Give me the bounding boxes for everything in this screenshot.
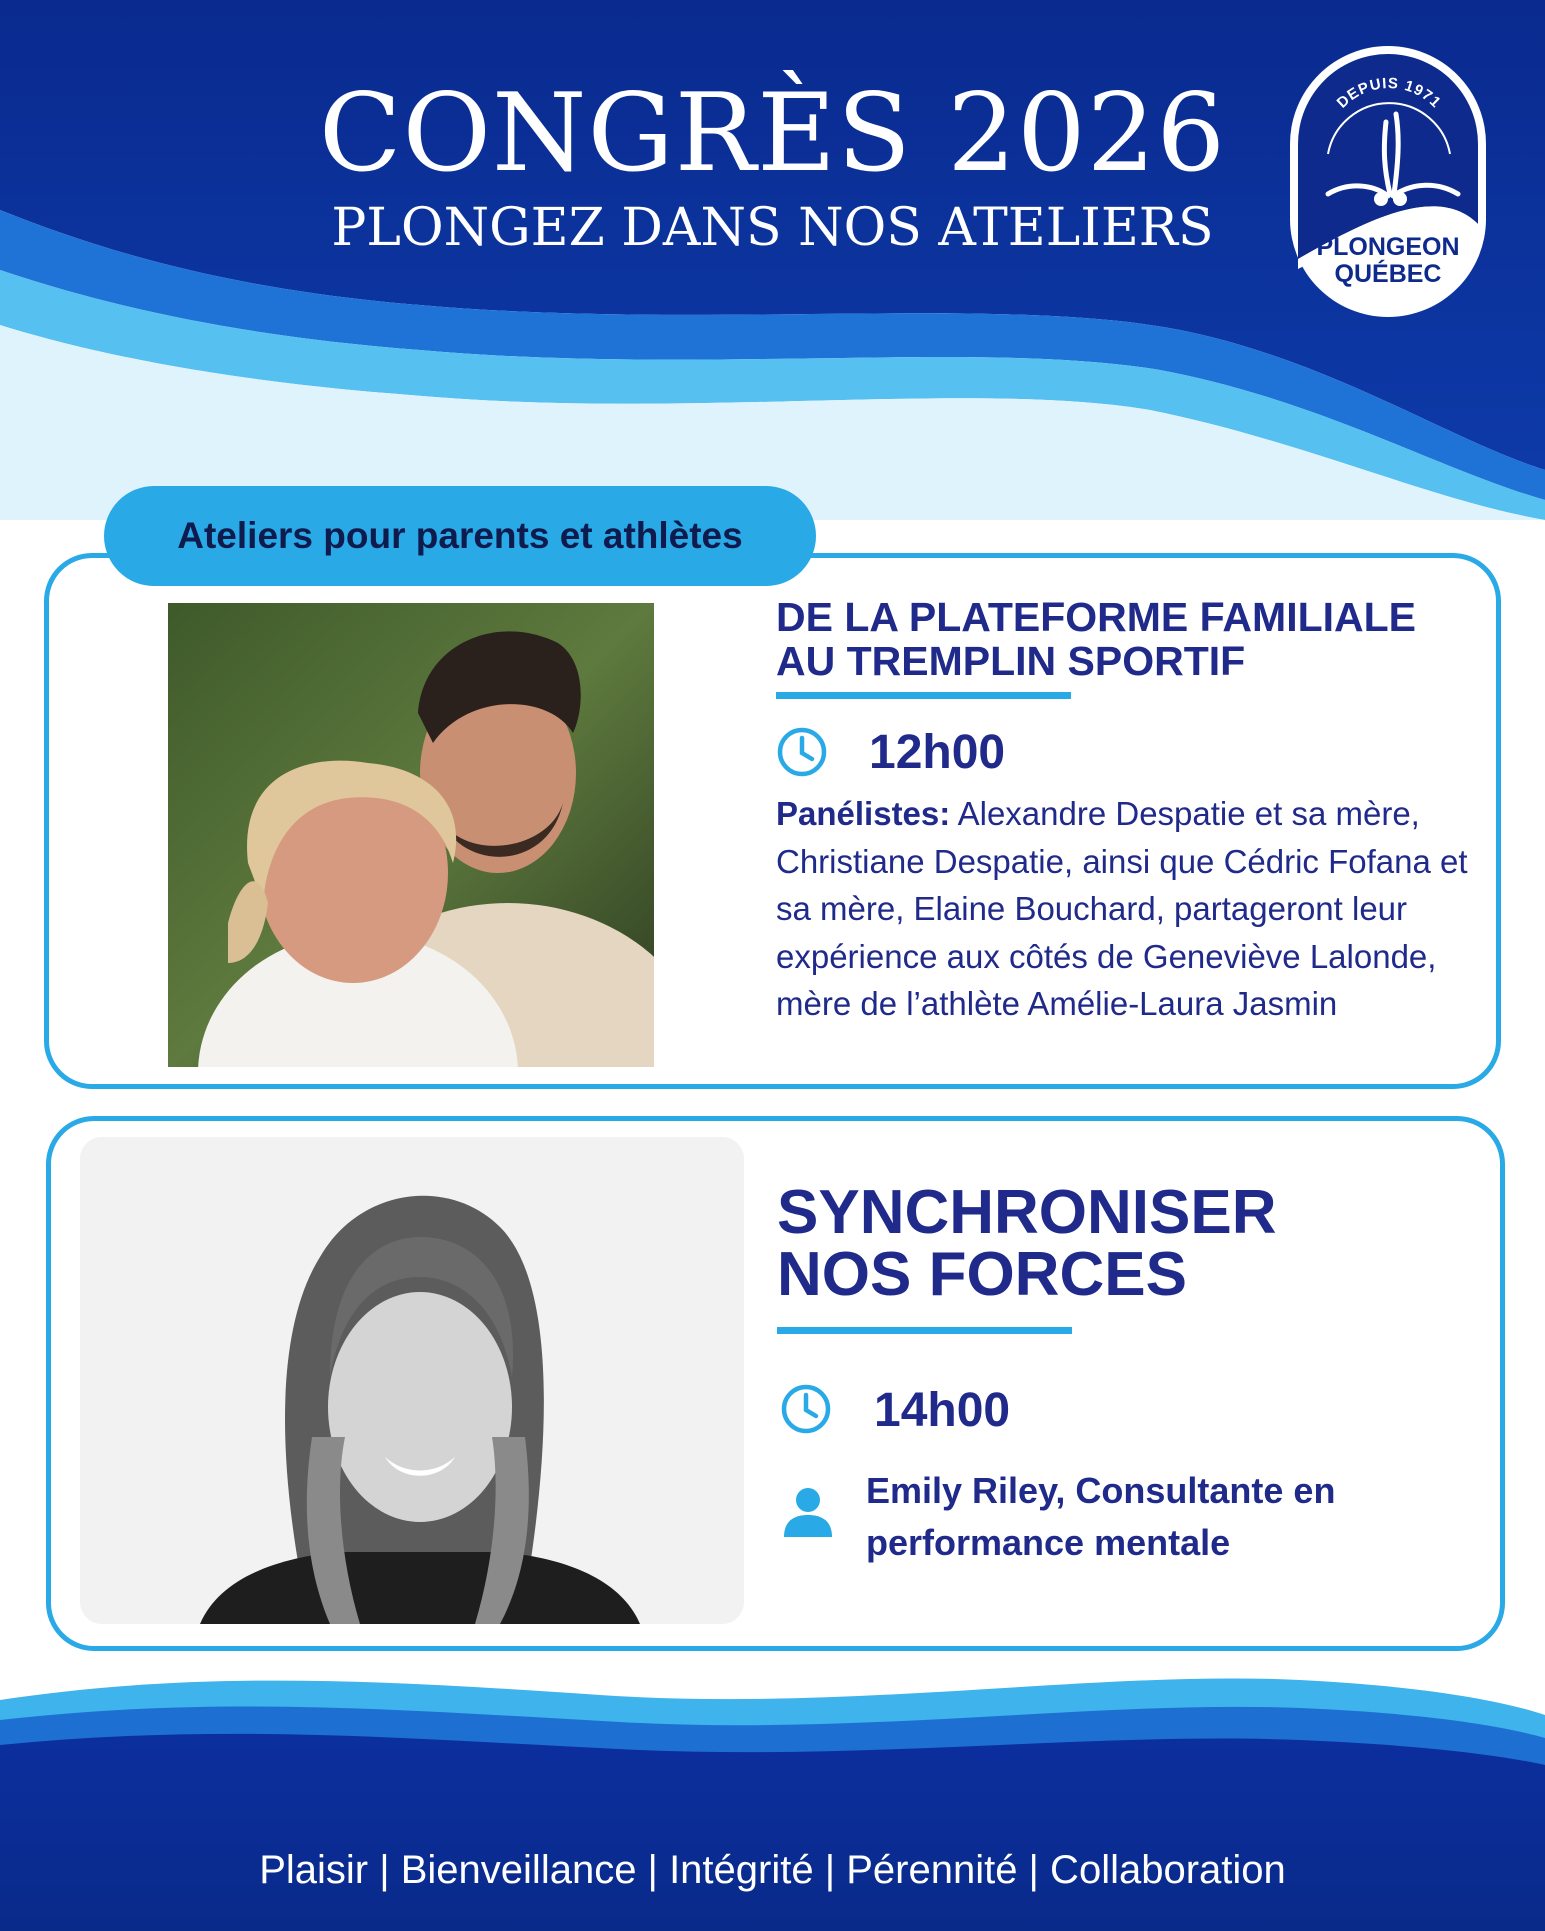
clock-icon xyxy=(780,1383,832,1435)
workshop-2-title xyxy=(777,1178,1497,1309)
workshop-2-speaker: Emily Riley, Consultante en performance mentale xyxy=(866,1470,1336,1563)
logo-name-line1: PLONGEON xyxy=(1316,233,1460,261)
plongeon-quebec-logo xyxy=(1288,44,1488,319)
workshop-2-title-line1: SYNCHRONISER xyxy=(777,1178,1277,1247)
workshop-1-title xyxy=(776,595,1496,683)
panelists-text: Alexandre Despatie et sa mère, Christiane Despatie, ainsi que Cédric Fofana et sa mère, Elaine Bouchard, partageront leur expérience aux côtés de Geneviève Lalonde, mère de l’athlète Amélie-Laura Jasmin xyxy=(776,795,1468,1022)
workshop-2-title-line2: NOS FORCES xyxy=(777,1240,1187,1309)
panelists-photo xyxy=(168,603,654,1067)
panelists-label: Panélistes: xyxy=(776,795,951,832)
workshop-1-title-line2: AU TREMPLIN SPORTIF xyxy=(776,638,1246,684)
footer-values: Plaisir | Bienveillance | Intégrité | Pérennité | Collaboration xyxy=(259,1848,1286,1892)
workshop-1-title-line1: DE LA PLATEFORME FAMILIALE xyxy=(776,594,1417,640)
workshop-1-time: 12h00 xyxy=(869,726,1006,779)
person-icon xyxy=(781,1485,835,1539)
speaker-photo xyxy=(80,1137,744,1624)
workshop-2-divider xyxy=(777,1327,1072,1334)
clock-icon xyxy=(776,726,828,778)
workshop-2-time: 14h00 xyxy=(874,1384,1011,1437)
page-subtitle: PLONGEZ DANS NOS ATELIERS xyxy=(331,198,1214,258)
logo-arc-text: DEPUIS 1971 xyxy=(1333,74,1445,112)
page-title: CONGRÈS 2026 xyxy=(318,71,1227,196)
logo-name-line2: QUÉBEC xyxy=(1334,260,1442,288)
section-label-pill: Ateliers pour parents et athlètes xyxy=(104,486,816,586)
workshop-1-description xyxy=(776,790,1476,1028)
workshop-1-divider xyxy=(776,692,1071,699)
